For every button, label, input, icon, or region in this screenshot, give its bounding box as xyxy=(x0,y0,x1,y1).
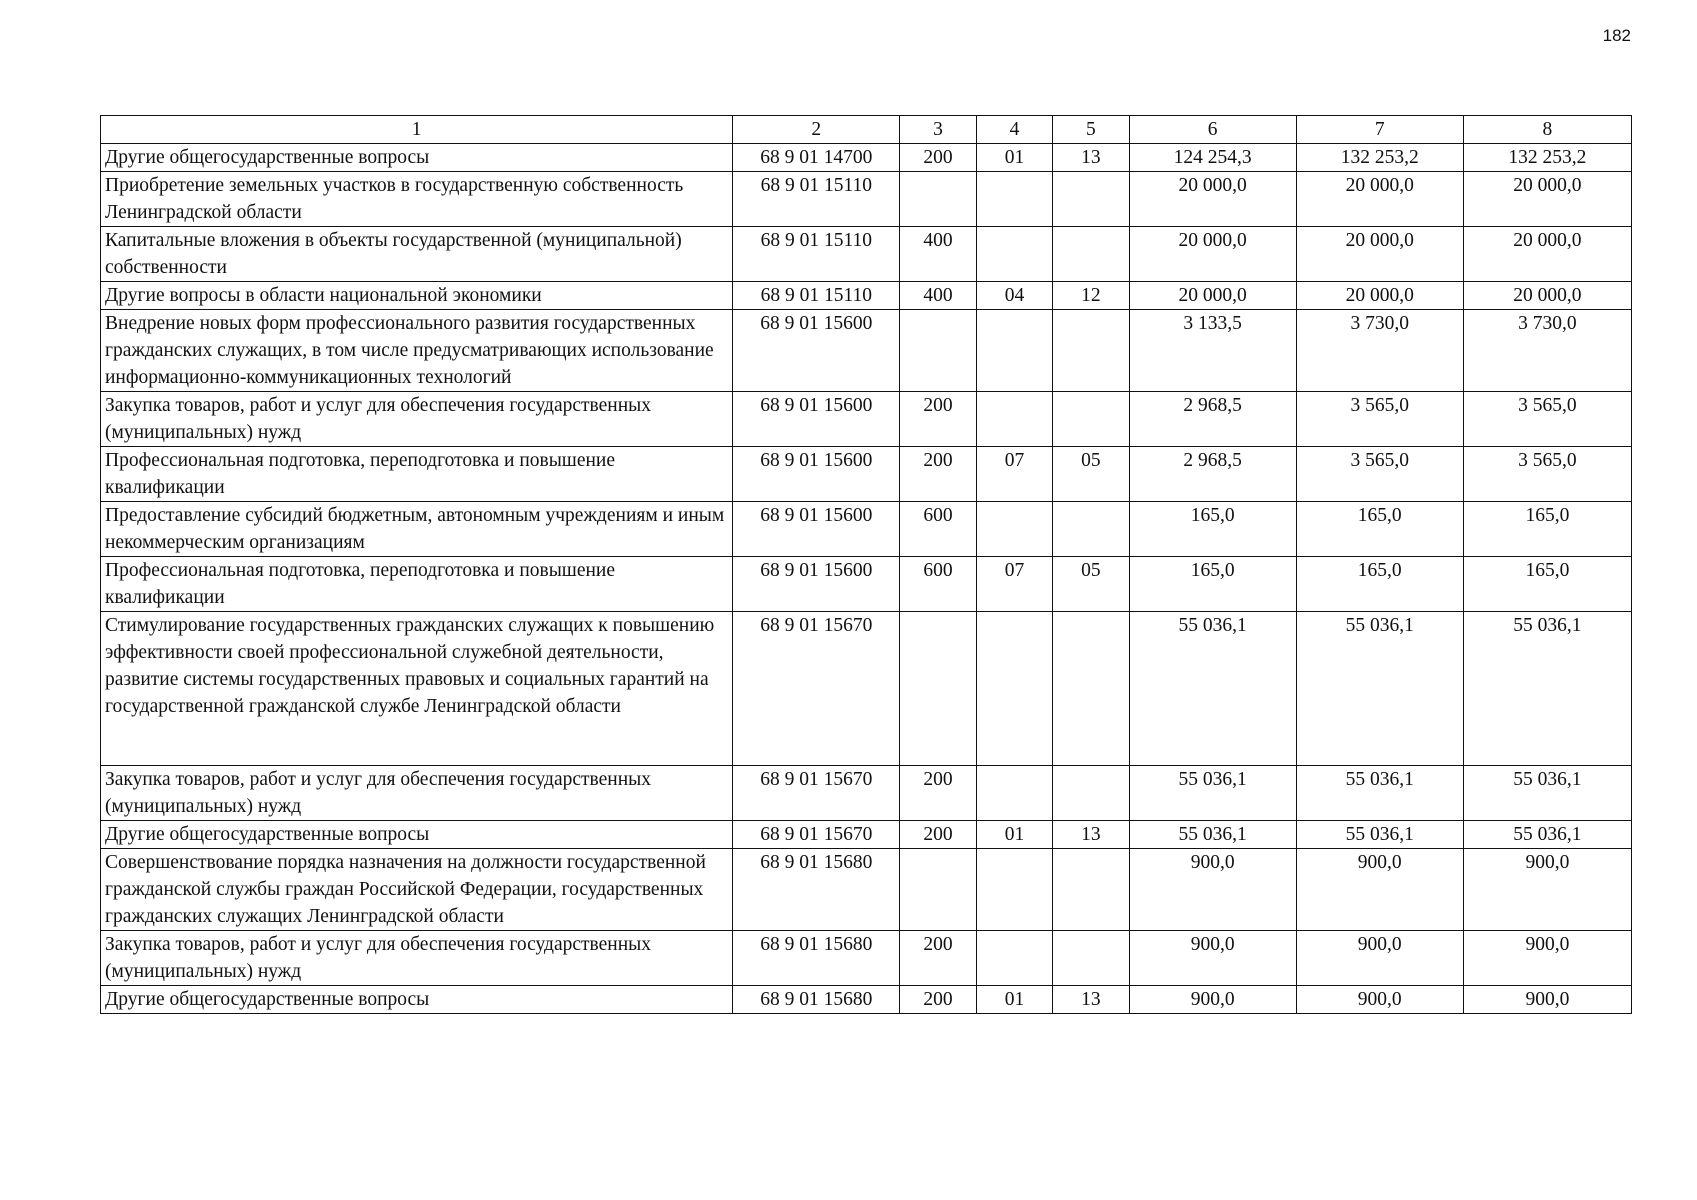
target-code-cell: 68 9 01 15680 xyxy=(733,931,900,986)
subsection-cell xyxy=(1053,849,1129,931)
target-code-cell: 68 9 01 15680 xyxy=(733,849,900,931)
section-cell xyxy=(976,227,1052,282)
subsection-cell xyxy=(1053,502,1129,557)
expense-type-cell: 200 xyxy=(900,821,976,849)
table-row xyxy=(101,849,1632,931)
amount-cell: 165,0 xyxy=(1129,502,1296,557)
amount-cell: 20 000,0 xyxy=(1463,282,1631,310)
expense-type-cell: 200 xyxy=(900,931,976,986)
budget-table xyxy=(100,115,1632,1014)
expense-type-cell: 200 xyxy=(900,766,976,821)
section-cell xyxy=(976,310,1052,392)
table-row xyxy=(101,172,1632,227)
table-row xyxy=(101,931,1632,986)
table-row xyxy=(101,144,1632,172)
table-row xyxy=(101,447,1632,502)
item-name-cell: Другие общегосударственные вопросы xyxy=(101,821,733,849)
subsection-cell xyxy=(1053,931,1129,986)
section-cell: 01 xyxy=(976,821,1052,849)
amount-cell: 900,0 xyxy=(1296,986,1463,1014)
expense-type-cell xyxy=(900,849,976,931)
item-name-cell: Закупка товаров, работ и услуг для обеспечения государственных (муниципальных) нужд xyxy=(101,931,733,986)
header-cell: 6 xyxy=(1129,116,1296,144)
table-row xyxy=(101,612,1632,766)
amount-cell: 55 036,1 xyxy=(1296,821,1463,849)
item-name-cell: Закупка товаров, работ и услуг для обеспечения государственных (муниципальных) нужд xyxy=(101,392,733,447)
amount-cell: 900,0 xyxy=(1463,849,1631,931)
target-code-cell: 68 9 01 14700 xyxy=(733,144,900,172)
item-name-cell: Закупка товаров, работ и услуг для обеспечения государственных (муниципальных) нужд xyxy=(101,766,733,821)
target-code-cell: 68 9 01 15680 xyxy=(733,986,900,1014)
amount-cell: 132 253,2 xyxy=(1463,144,1631,172)
item-name-cell: Профессиональная подготовка, переподготовка и повышение квалификации xyxy=(101,557,733,612)
amount-cell: 20 000,0 xyxy=(1129,172,1296,227)
amount-cell: 55 036,1 xyxy=(1129,821,1296,849)
item-name-cell: Совершенствование порядка назначения на должности государственной гражданской службы граждан Российской Федерации, государственных гражданских служащих Ленинградской области xyxy=(101,849,733,931)
item-name-cell: Приобретение земельных участков в государственную собственность Ленинградской области xyxy=(101,172,733,227)
target-code-cell: 68 9 01 15600 xyxy=(733,447,900,502)
amount-cell: 900,0 xyxy=(1296,849,1463,931)
target-code-cell: 68 9 01 15670 xyxy=(733,766,900,821)
amount-cell: 165,0 xyxy=(1129,557,1296,612)
amount-cell: 20 000,0 xyxy=(1129,227,1296,282)
target-code-cell: 68 9 01 15600 xyxy=(733,557,900,612)
expense-type-cell: 400 xyxy=(900,282,976,310)
expense-type-cell: 600 xyxy=(900,502,976,557)
item-name-cell: Внедрение новых форм профессионального развития государственных гражданских служащих, в том числе предусматривающих использование информационно-коммуникационных технологий xyxy=(101,310,733,392)
amount-cell: 20 000,0 xyxy=(1129,282,1296,310)
amount-cell: 132 253,2 xyxy=(1296,144,1463,172)
item-name-cell: Стимулирование государственных гражданских служащих к повышению эффективности своей профессиональной служебной деятельности, развитие системы государственных правовых и социальных гарантий на государственной гражданской службе Ленинградской области xyxy=(101,612,733,766)
section-cell: 07 xyxy=(976,447,1052,502)
amount-cell: 3 730,0 xyxy=(1463,310,1631,392)
header-cell: 8 xyxy=(1463,116,1631,144)
expense-type-cell xyxy=(900,612,976,766)
target-code-cell: 68 9 01 15110 xyxy=(733,172,900,227)
target-code-cell: 68 9 01 15600 xyxy=(733,310,900,392)
expense-type-cell: 200 xyxy=(900,986,976,1014)
section-cell xyxy=(976,931,1052,986)
amount-cell: 20 000,0 xyxy=(1296,172,1463,227)
table-row xyxy=(101,282,1632,310)
section-cell: 01 xyxy=(976,144,1052,172)
target-code-cell: 68 9 01 15110 xyxy=(733,227,900,282)
amount-cell: 165,0 xyxy=(1463,557,1631,612)
header-cell: 7 xyxy=(1296,116,1463,144)
amount-cell: 2 968,5 xyxy=(1129,392,1296,447)
section-cell xyxy=(976,172,1052,227)
amount-cell: 55 036,1 xyxy=(1463,821,1631,849)
amount-cell: 55 036,1 xyxy=(1463,612,1631,766)
amount-cell: 124 254,3 xyxy=(1129,144,1296,172)
header-cell: 2 xyxy=(733,116,900,144)
table-row xyxy=(101,821,1632,849)
table-row xyxy=(101,557,1632,612)
amount-cell: 20 000,0 xyxy=(1296,227,1463,282)
amount-cell: 55 036,1 xyxy=(1296,612,1463,766)
header-cell: 3 xyxy=(900,116,976,144)
section-cell xyxy=(976,766,1052,821)
amount-cell: 55 036,1 xyxy=(1129,612,1296,766)
section-cell: 07 xyxy=(976,557,1052,612)
amount-cell: 900,0 xyxy=(1129,931,1296,986)
subsection-cell: 13 xyxy=(1053,986,1129,1014)
subsection-cell xyxy=(1053,227,1129,282)
expense-type-cell: 200 xyxy=(900,392,976,447)
item-name-cell: Другие вопросы в области национальной экономики xyxy=(101,282,733,310)
target-code-cell: 68 9 01 15600 xyxy=(733,392,900,447)
item-name-cell: Другие общегосударственные вопросы xyxy=(101,144,733,172)
table-row xyxy=(101,392,1632,447)
section-cell xyxy=(976,392,1052,447)
table-row xyxy=(101,986,1632,1014)
subsection-cell xyxy=(1053,310,1129,392)
amount-cell: 3 565,0 xyxy=(1463,447,1631,502)
target-code-cell: 68 9 01 15670 xyxy=(733,612,900,766)
target-code-cell: 68 9 01 15110 xyxy=(733,282,900,310)
subsection-cell: 13 xyxy=(1053,821,1129,849)
section-cell xyxy=(976,849,1052,931)
table-row xyxy=(101,502,1632,557)
amount-cell: 165,0 xyxy=(1296,557,1463,612)
amount-cell: 900,0 xyxy=(1463,931,1631,986)
amount-cell: 900,0 xyxy=(1129,849,1296,931)
amount-cell: 20 000,0 xyxy=(1296,282,1463,310)
header-cell: 4 xyxy=(976,116,1052,144)
item-name-cell: Профессиональная подготовка, переподготовка и повышение квалификации xyxy=(101,447,733,502)
page-number: 182 xyxy=(1602,26,1631,45)
subsection-cell: 12 xyxy=(1053,282,1129,310)
amount-cell: 165,0 xyxy=(1296,502,1463,557)
item-name-cell: Капитальные вложения в объекты государственной (муниципальной) собственности xyxy=(101,227,733,282)
item-name-cell: Другие общегосударственные вопросы xyxy=(101,986,733,1014)
amount-cell: 900,0 xyxy=(1296,931,1463,986)
subsection-cell: 05 xyxy=(1053,447,1129,502)
subsection-cell xyxy=(1053,766,1129,821)
amount-cell: 3 565,0 xyxy=(1296,447,1463,502)
expense-type-cell xyxy=(900,310,976,392)
expense-type-cell: 200 xyxy=(900,144,976,172)
amount-cell: 2 968,5 xyxy=(1129,447,1296,502)
subsection-cell xyxy=(1053,172,1129,227)
target-code-cell: 68 9 01 15670 xyxy=(733,821,900,849)
table-row xyxy=(101,227,1632,282)
section-cell xyxy=(976,612,1052,766)
section-cell: 01 xyxy=(976,986,1052,1014)
amount-cell: 55 036,1 xyxy=(1463,766,1631,821)
amount-cell: 55 036,1 xyxy=(1129,766,1296,821)
table-row xyxy=(101,766,1632,821)
expense-type-cell xyxy=(900,172,976,227)
amount-cell: 900,0 xyxy=(1463,986,1631,1014)
amount-cell: 20 000,0 xyxy=(1463,172,1631,227)
header-cell: 5 xyxy=(1053,116,1129,144)
expense-type-cell: 200 xyxy=(900,447,976,502)
expense-type-cell: 600 xyxy=(900,557,976,612)
amount-cell: 3 730,0 xyxy=(1296,310,1463,392)
amount-cell: 3 133,5 xyxy=(1129,310,1296,392)
section-cell: 04 xyxy=(976,282,1052,310)
subsection-cell xyxy=(1053,392,1129,447)
amount-cell: 3 565,0 xyxy=(1296,392,1463,447)
amount-cell: 20 000,0 xyxy=(1463,227,1631,282)
amount-cell: 3 565,0 xyxy=(1463,392,1631,447)
item-name-cell: Предоставление субсидий бюджетным, автономным учреждениям и иным некоммерческим организациям xyxy=(101,502,733,557)
subsection-cell: 13 xyxy=(1053,144,1129,172)
table-body xyxy=(101,144,1632,1014)
header-row xyxy=(101,116,1632,144)
amount-cell: 900,0 xyxy=(1129,986,1296,1014)
amount-cell: 165,0 xyxy=(1463,502,1631,557)
target-code-cell: 68 9 01 15600 xyxy=(733,502,900,557)
expense-type-cell: 400 xyxy=(900,227,976,282)
amount-cell: 55 036,1 xyxy=(1296,766,1463,821)
section-cell xyxy=(976,502,1052,557)
table-row xyxy=(101,310,1632,392)
subsection-cell: 05 xyxy=(1053,557,1129,612)
header-cell: 1 xyxy=(101,116,733,144)
subsection-cell xyxy=(1053,612,1129,766)
